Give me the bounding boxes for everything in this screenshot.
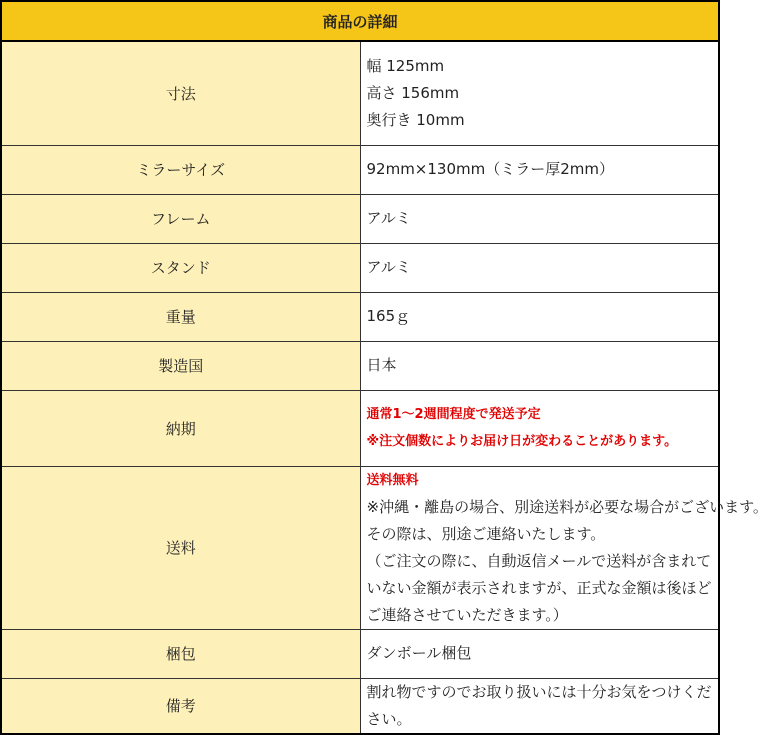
row-label-frame: フレーム — [1, 194, 360, 243]
row-value-mirror-size: 92mm×130mm（ミラー厚2mm） — [360, 145, 719, 194]
shipping-note-contact: その際は、別途ご連絡いたします。 — [366, 524, 606, 543]
shipping-note-email: （ご注文の際に、自動返信メールで送料が含まれていない金額が表示されますが、正式な金額は後ほどご連絡させていただきます。） — [366, 551, 712, 624]
row-label-shipping: 送料 — [1, 466, 360, 629]
table-row — [1, 466, 719, 629]
row-label-mirror-size: ミラーサイズ — [1, 145, 360, 194]
row-label-dimensions: 寸法 — [1, 41, 360, 145]
row-value-stand: アルミ — [360, 243, 719, 292]
dimension-height: 高さ 156mm — [366, 83, 460, 102]
dimension-width: 幅 125mm — [366, 56, 445, 75]
row-label-weight: 重量 — [1, 292, 360, 341]
row-label-origin: 製造国 — [1, 341, 360, 390]
row-value-dimensions — [360, 41, 719, 145]
shipping-note-okinawa: ※沖縄・離島の場合、別途送料が必要な場合がございます。 — [366, 497, 768, 516]
delivery-estimate: 通常1～2週間程度で発送予定 — [366, 407, 541, 422]
row-label-remarks: 備考 — [1, 678, 360, 734]
row-label-stand: スタンド — [1, 243, 360, 292]
delivery-note: ※注文個数によりお届け日が変わることがあります。 — [366, 434, 678, 449]
table-row — [1, 292, 719, 341]
dimension-depth: 奥行き 10mm — [366, 110, 465, 129]
table-row — [1, 678, 719, 734]
row-value-remarks: 割れ物ですのでお取り扱いには十分お気をつけください。 — [360, 678, 719, 734]
row-value-packaging: ダンボール梱包 — [360, 629, 719, 678]
table-row — [1, 629, 719, 678]
table-row — [1, 243, 719, 292]
row-label-packaging: 梱包 — [1, 629, 360, 678]
free-shipping-badge: 送料無料 — [366, 472, 419, 488]
table-row — [1, 41, 719, 145]
table-row — [1, 341, 719, 390]
row-value-delivery — [360, 390, 719, 466]
table-title: 商品の詳細 — [1, 1, 719, 41]
row-value-frame: アルミ — [360, 194, 719, 243]
table-row — [1, 194, 719, 243]
row-label-delivery: 納期 — [1, 390, 360, 466]
row-value-shipping — [360, 466, 768, 629]
row-value-origin: 日本 — [360, 341, 719, 390]
row-value-weight: 165ｇ — [360, 292, 719, 341]
table-row — [1, 390, 719, 466]
table-row — [1, 145, 719, 194]
